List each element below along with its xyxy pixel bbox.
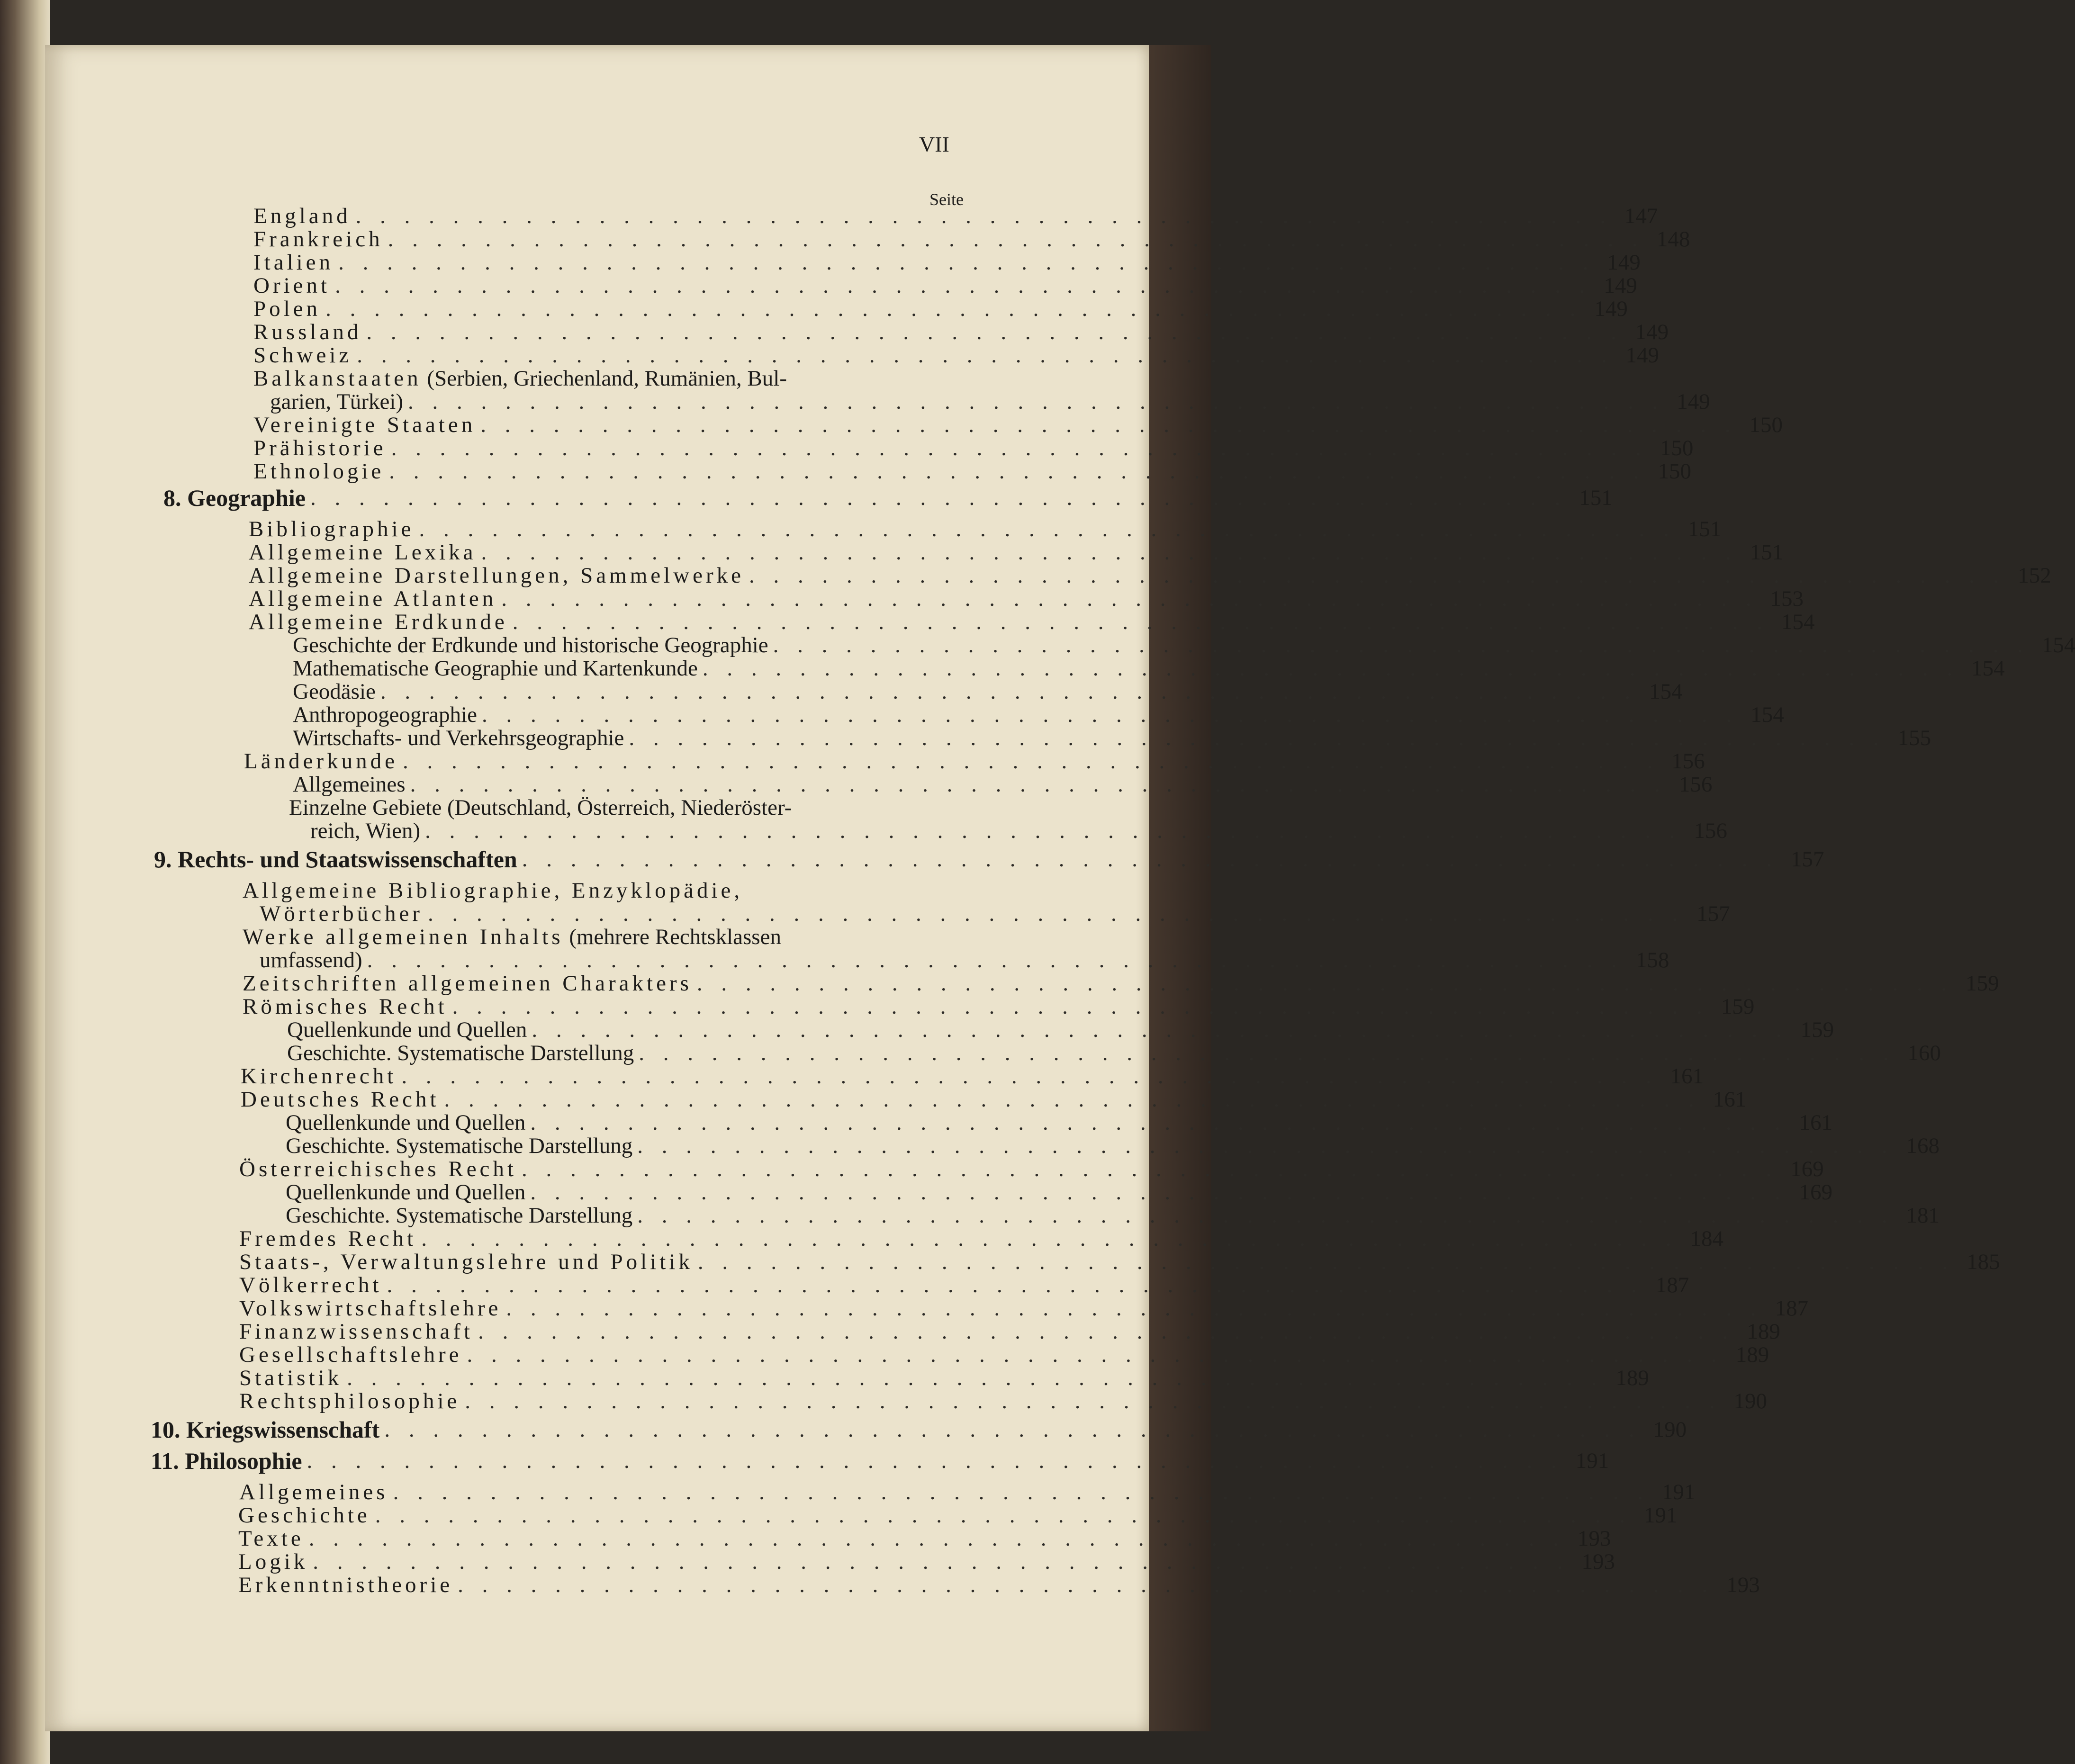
toc-section-label: 10. Kriegswissenschaft [151,1416,380,1443]
leader-dots: . . . . . . . . . . . . . . . . . . . . . . . . . . . . . . . . . . . . . . . . . . . . . . . . . . . . [325,297,1582,321]
toc-entry [243,970,1999,997]
toc-entry [253,458,1691,485]
toc-entry-page: 191 [1575,1449,1609,1473]
toc-entry [239,1249,2000,1275]
toc-entry-page: 191 [1644,1503,1678,1528]
toc-entry-page: 169 [1799,1180,1833,1205]
toc-entry-page: 169 [1790,1157,1824,1181]
toc-entry [287,1040,1941,1066]
toc-entry-label: Allgemeines [239,1480,388,1504]
leader-dots: . . . . . . . . . . . . . . . . . . . . . . . . . . . . . . . . . . . . . . . . . . . . . . . . . . . . [501,586,1758,611]
toc-entry [249,516,1722,542]
toc-entry-label: Quellenkunde und Quellen [286,1180,526,1205]
toc-entry-first-line [243,924,781,950]
leader-dots: . . . . . . . . . . . . . . . . . . . . . . . . . . . . . . . . . . . . . . . . . . . . . . . . . . . . [506,1296,1763,1321]
toc-entry-label: Geschichte. Systematische Darstellung [287,1041,634,1065]
leader-dots: . . . . . . . . . . . . . . . . . . . . . . . . . . . . . . . . . . . . . . . . . . . . . . . . . . . . [307,1449,1563,1473]
leader-dots: . . . . . . . . . . . . . . . . . . . . . . . . . . . . . . . . . . . . . . . . . . . . . . . . . . . . [522,847,1778,872]
toc-entry [239,1295,1809,1322]
leader-dots: . . . . . . . . . . . . . . . . . . . . . . . . . . . . . . . . . . . . . . . . . . . . . . . . . . . . [387,1273,1643,1297]
toc-entry-label: Geschichte. Systematische Darstellung [286,1203,633,1228]
toc-entry-page: 154 [1781,610,1815,634]
leader-dots: . . . . . . . . . . . . . . . . . . . . . . . . . . . . . . . . . . . . . . . . . . . . . . . . . . . . [408,389,1665,414]
toc-entry [293,771,1713,798]
toc-entry-label: Österreichisches Recht [239,1157,517,1181]
toc-entry-label: Zeitschriften allgemeinen Charakters [243,971,692,996]
toc-entry [293,702,1784,728]
leader-dots: . . . . . . . . . . . . . . . . . . . . . . . . . . . . . . . . . . . . . . . . . . . . . . . . . . . . [530,1180,1787,1205]
toc-entry-label: Frankreich [253,227,383,252]
leader-dots: . . . . . . . . . . . . . . . . . . . . . . . . . . . . . . . . . . . . . . . . . . . . . . . . . . . . [338,250,1595,275]
toc-entry [239,1341,1769,1368]
toc-entry [260,900,1730,927]
toc-entry-page: 161 [1799,1110,1833,1135]
toc-entry-page: 149 [1607,250,1641,275]
leader-dots: . . . . . . . . . . . . . . . . . . . . . . . . . . . . . . . . . . . . . . . . . . . . . . . . . . . . [480,413,1737,437]
leader-dots: . . . . . . . . . . . . . . . . . . . . . . . . . . . . . . . . . . . . . . . . . . . . . . . . . . . . [478,1319,1735,1344]
toc-entry-page: 159 [1721,994,1755,1019]
toc-entry [310,818,1727,844]
leader-dots: . . . . . . . . . . . . . . . . . . . . . . . . . . . . . . . . . . . . . . . . . . . . . . . . . . . . [512,610,1769,634]
toc-entry-label: Orient [253,273,331,298]
toc-entry [239,1388,1767,1414]
toc-entry-page: 189 [1735,1342,1769,1367]
toc-entry [253,249,1641,276]
toc-entry-label: Anthropogeographie [293,702,477,727]
toc-entry-label: Geodäsie [293,679,376,704]
toc-entry [238,1502,1678,1529]
leader-dots: . . . . . . . . . . . . . . . . . . . . . . . . . . . . . . . . . . . . . . . . . . . . . . . . . . . . [419,517,1676,541]
toc-entry-page: 149 [1635,320,1669,344]
leader-dots: . . . . . . . . . . . . . . . . . . . . . . . . . . . . . . . . . . . . . . . . . . . . . . . . . . . . [335,273,1592,298]
leader-dots: . . . . . . . . . . . . . . . . . . . . . . . . . . . . . . . . . . . . . . . . . . . . . . . . . . . . [481,702,1739,727]
leader-dots: . . . . . . . . . . . . . . . . . . . . . . . . . . . . . . . . . . . . . . . . . . . . . . . . . . . . [458,1573,1714,1597]
toc-entry-label: Quellenkunde und Quellen [286,1110,526,1135]
toc-entry-label: Allgemeine Darstellungen, Sammelwerke [249,563,744,588]
toc-entry-label: Allgemeines [293,772,406,797]
toc-entry-page: 193 [1577,1526,1611,1551]
toc-entry [238,1525,1611,1552]
toc-entry-page: 154 [1649,679,1683,704]
toc-entry [239,1365,1649,1391]
toc-entry-page: 157 [1790,847,1824,872]
leader-dots: . . . . . . . . . . . . . . . . . . . . . . . . . . . . . . . . . . . . . . . . . . . . . . . . . . . . [313,1549,1570,1574]
toc-entry [286,1179,1833,1206]
toc-section [151,1416,1687,1443]
toc-entry [287,1017,1834,1043]
toc-entry [249,539,1784,566]
leader-dots: . . . . . . . . . . . . . . . . . . . . . . . . . . . . . . . . . . . . . . . . . . . . . . . . . . . . [532,1017,1788,1042]
leader-dots: . . . . . . . . . . . . . . . . . . . . . . . . . . . . . . . . . . . . . . . . . . . . . . . . . . . . [696,971,1954,996]
leader-dots: . . . . . . . . . . . . . . . . . . . . . . . . . . . . . . . . . . . . . . . . . . . . . . . . . . . . [697,1250,1955,1274]
toc-entry [253,435,1694,461]
toc-entry-page: 157 [1696,901,1730,926]
toc-entry-page: 151 [1579,486,1613,510]
leader-dots: . . . . . . . . . . . . . . . . . . . . . . . . . . . . . . . . . . . . . . . . . . . . . . . . . . . . [530,1110,1787,1135]
leader-dots: . . . . . . . . . . . . . . . . . . . . . . . . . . . . . . . . . . . . . . . . . . . . . . . . . . . . [521,1157,1778,1181]
toc-entry-label-rest: (mehrere Rechtsklassen [563,925,781,949]
leader-dots: . . . . . . . . . . . . . . . . . . . . . . . . . . . . . . . . . . . . . . . . . . . . . . . . . . . . [637,1134,1894,1158]
toc-entry-label: Geschichte [238,1503,370,1528]
toc-entry [239,1318,1780,1345]
toc-entry [253,319,1669,345]
toc-entry-label: Allgemeine Atlanten [249,586,497,611]
leader-dots: . . . . . . . . . . . . . . . . . . . . . . . . . . . . . . . . . . . . . . . . . . . . . . . . . . . . [444,1087,1701,1112]
toc-entry [243,993,1755,1020]
leader-dots: . . . . . . . . . . . . . . . . . . . . . . . . . . . . . . . . . . . . . . . . . . . . . . . . . . . . [773,633,2030,657]
toc-entry-label: Volkswirtschaftslehre [239,1296,502,1321]
leader-dots: . . . . . . . . . . . . . . . . . . . . . . . . . . . . . . . . . . . . . . . . . . . . . . . . . . . . [393,1480,1650,1504]
toc-entry-page: 191 [1661,1480,1696,1504]
toc-entry [286,1202,1940,1229]
toc-entry-page: 168 [1906,1134,1940,1158]
toc-entry-page: 149 [1594,297,1628,321]
leader-dots: . . . . . . . . . . . . . . . . . . . . . . . . . . . . . . . . . . . . . . . . . . . . . . . . . . . . [402,749,1660,774]
leader-dots: . . . . . . . . . . . . . . . . . . . . . . . . . . . . . . . . . . . . . . . . . . . . . . . . . . . . [367,948,1624,972]
toc-entry-page: 181 [1906,1203,1940,1228]
toc-entry [253,203,1658,229]
toc-entry-label: Wirtschafts- und Verkehrsgeographie [293,726,624,750]
toc-entry-label: Texte [238,1526,304,1551]
toc-entry [286,1109,1833,1136]
toc-entry-page: 149 [1604,273,1637,298]
toc-entry [249,585,1804,612]
toc-entry-page: 159 [1800,1017,1834,1042]
toc-entry-page: 154 [1971,656,2005,681]
toc-entry [241,1063,1704,1089]
toc-entry-label: Erkenntnistheorie [238,1573,453,1597]
toc-entry-page: 158 [1635,948,1669,972]
leader-dots: . . . . . . . . . . . . . . . . . . . . . . . . . . . . . . . . . . . . . . . . . . . . . . . . . . . . [308,1526,1565,1551]
toc-entry-page: 150 [1749,413,1783,437]
toc-entry-label: Quellenkunde und Quellen [287,1017,527,1042]
toc-entry-page: 161 [1713,1087,1747,1112]
toc-entry-label: Geschichte. Systematische Darstellung [286,1134,633,1158]
leader-dots: . . . . . . . . . . . . . . . . . . . . . . . . . . . . . . . . . . . . . . . . . . . . . . . . . . . . [384,1417,1641,1442]
toc-entry [293,632,2075,658]
toc-entry-label: Polen [253,297,321,321]
leader-dots: . . . . . . . . . . . . . . . . . . . . . . . . . . . . . . . . . . . . . . . . . . . . . . . . . . . . [347,1366,1604,1390]
leader-dots: . . . . . . . . . . . . . . . . . . . . . . . . . . . . . . . . . . . . . . . . . . . . . . . . . . . . [357,343,1614,368]
toc-entry [238,1548,1615,1575]
toc-entry-page: 190 [1733,1389,1767,1413]
leader-dots: . . . . . . . . . . . . . . . . . . . . . . . . . . . . . . . . . . . . . . . . . . . . . . . . . . . . [465,1389,1722,1413]
leader-dots: . . . . . . . . . . . . . . . . . . . . . . . . . . . . . . . . . . . . . . . . . . . . . . . . . . . . [366,320,1623,344]
toc-entry-page: 189 [1747,1319,1780,1344]
toc-entry-label: Italien [253,250,334,275]
toc-section [154,846,1824,873]
toc-entry [239,1272,1689,1298]
leader-dots: . . . . . . . . . . . . . . . . . . . . . . . . . . . . . . . . . . . . . . . . . . . . . . . . . . . . [421,1226,1678,1251]
column-label: Seite [929,190,964,209]
toc-entry-page: 185 [1967,1250,2000,1274]
toc-entry-label: Mathematische Geographie und Kartenkunde [293,656,698,681]
toc-entry-label: England [253,204,351,228]
toc-entry-label: Bibliographie [249,517,415,541]
toc-entry-label: Rechtsphilosophie [239,1389,460,1413]
toc-entry-page: 159 [1966,971,1999,996]
toc-entry-label: Einzelne Gebiete (Deutschland, Österreich, Niederöster- [289,795,792,820]
toc-entry-label: Russland [253,320,362,344]
toc-entry-label: Allgemeine Lexika [249,540,477,565]
toc-entry-label-rest: (Serbien, Griechenland, Rumänien, Bul- [421,366,787,391]
toc-entry [253,296,1628,322]
toc-entry-label: Logik [238,1549,308,1574]
toc-entry [286,1133,1940,1159]
leader-dots: . . . . . . . . . . . . . . . . . . . . . . . . . . . . . . . . . . . . . . . . . . . . . . . . . . . . [375,1503,1632,1528]
toc-entry-page: 156 [1678,772,1713,797]
toc-entry-first-line [253,365,787,392]
leader-dots: . . . . . . . . . . . . . . . . . . . . . . . . . . . . . . . . . . . . . . . . . . . . . . . . . . . . [410,772,1667,797]
toc-entry-page: 148 [1656,227,1690,252]
toc-entry-page: 153 [1770,586,1804,611]
page-number: VII [919,132,949,156]
toc-entry-page: 154 [2041,633,2075,657]
toc-entry-page: 149 [1677,389,1710,414]
toc-entry-page: 151 [1750,540,1784,565]
toc-entry-continuation: garien, Türkei) [270,389,404,414]
toc-entry-page: 150 [1658,459,1691,484]
toc-entry-label: Prähistorie [253,436,387,460]
toc-entry-label: Gesellschaftslehre [239,1342,462,1367]
leader-dots: . . . . . . . . . . . . . . . . . . . . . . . . . . . . . . . . . . . . . . . . . . . . . . . . . . . . [629,726,1886,750]
toc-entry-label: Werke allgemeinen Inhalts [243,925,564,949]
leader-dots: . . . . . . . . . . . . . . . . . . . . . . . . . . . . . . . . . . . . . . . . . . . . . . . . . . . . [481,540,1738,565]
toc-entry-page: 193 [1726,1573,1760,1597]
leader-dots: . . . . . . . . . . . . . . . . . . . . . . . . . . . . . . . . . . . . . . . . . . . . . . . . . . . . [639,1041,1895,1065]
toc-entry [249,562,2051,589]
toc-entry [260,947,1669,973]
toc-entry-page: 156 [1671,749,1705,774]
toc-entry-page: 187 [1775,1296,1809,1321]
leader-dots: . . . . . . . . . . . . . . . . . . . . . . . . . . . . . . . . . . . . . . . . . . . . . . . . . . . . [310,486,1567,510]
toc-entry-label: Schweiz [253,343,352,368]
toc-entry [249,609,1815,635]
leader-dots: . . . . . . . . . . . . . . . . . . . . . . . . . . . . . . . . . . . . . . . . . . . . . . . . . . . . [355,204,1612,228]
toc-entry-page: 160 [1907,1041,1941,1065]
toc-entry-label: Kirchenrecht [241,1064,397,1089]
toc-section-label: 11. Philosophie [151,1448,302,1474]
leader-dots: . . . . . . . . . . . . . . . . . . . . . . . . . . . . . . . . . . . . . . . . . . . . . . . . . . . . [391,436,1648,460]
toc-entry [239,1479,1696,1505]
toc-entry-page: 161 [1670,1064,1704,1089]
toc-entry-continuation: umfassend) [260,948,362,972]
toc-entry [239,1225,1723,1252]
leader-dots: . . . . . . . . . . . . . . . . . . . . . . . . . . . . . . . . . . . . . . . . . . . . . . . . . . . . [380,679,1637,704]
toc-section [163,485,1613,511]
toc-entry-label: Römisches Recht [243,994,448,1019]
toc-entry [239,1156,1824,1182]
toc-entry-label: Statistik [239,1366,343,1390]
toc-entry [253,226,1690,252]
leader-dots: . . . . . . . . . . . . . . . . . . . . . . . . . . . . . . . . . . . . . . . . . . . . . . . . . . . . [401,1064,1658,1089]
toc-entry [293,725,1931,751]
toc-entry-page: 184 [1690,1226,1723,1251]
toc-entry-page: 155 [1897,726,1931,750]
toc-entry [270,388,1710,415]
toc-entry [241,1086,1747,1113]
leader-dots: . . . . . . . . . . . . . . . . . . . . . . . . . . . . . . . . . . . . . . . . . . . . . . . . . . . . [389,459,1646,484]
toc-entry-label: Staats-, Verwaltungslehre und Politik [239,1250,693,1274]
leader-dots: . . . . . . . . . . . . . . . . . . . . . . . . . . . . . . . . . . . . . . . . . . . . . . . . . . . . [425,819,1682,843]
toc-entry-page: 187 [1655,1273,1689,1297]
leader-dots: . . . . . . . . . . . . . . . . . . . . . . . . . . . . . . . . . . . . . . . . . . . . . . . . . . . . [427,901,1685,926]
toc-section [151,1448,1609,1474]
toc-section-label: 8. Geographie [163,485,306,511]
toc-entry-label: Allgemeine Erdkunde [249,610,508,634]
toc-entry [244,748,1705,774]
toc-entry-label: Fremdes Recht [239,1226,417,1251]
toc-entry-page: 147 [1624,204,1658,228]
toc-entry-label: Allgemeine Bibliographie, Enzyklopädie, [243,878,743,903]
toc-entry-page: 190 [1653,1417,1687,1442]
toc-entry-continuation: reich, Wien) [310,819,421,843]
toc-entry-page: 154 [1750,702,1784,727]
leader-dots: . . . . . . . . . . . . . . . . . . . . . . . . . . . . . . . . . . . . . . . . . . . . . . . . . . . . [452,994,1709,1019]
toc-entry-label: Balkanstaaten [253,366,422,391]
toc-entry-label: Deutsches Recht [241,1087,440,1112]
toc-entry-page: 151 [1687,517,1722,541]
toc-entry [293,655,2005,682]
toc-entry-label: Geschichte der Erdkunde und historische Geographie [293,633,768,657]
toc-entry-page: 156 [1694,819,1727,843]
toc-entry-page: 150 [1660,436,1694,460]
toc-section-label: 9. Rechts- und Staatswissenschaften [154,846,517,873]
toc-entry-continuation: Wörterbücher [260,901,423,926]
toc-entry-page: 189 [1615,1366,1649,1390]
toc-entry-page: 193 [1581,1549,1615,1574]
leader-dots: . . . . . . . . . . . . . . . . . . . . . . . . . . . . . . . . . . . . . . . . . . . . . . . . . . . . [467,1342,1723,1367]
toc-entry-label: Finanzwissenschaft [239,1319,474,1344]
leader-dots: . . . . . . . . . . . . . . . . . . . . . . . . . . . . . . . . . . . . . . . . . . . . . . . . . . . . [702,656,1959,681]
toc-entry-label: Länderkunde [244,749,398,774]
toc-entry [238,1572,1760,1598]
toc-entry [253,412,1783,438]
toc-entry-label: Völkerrecht [239,1273,382,1297]
leader-dots: . . . . . . . . . . . . . . . . . . . . . . . . . . . . . . . . . . . . . . . . . . . . . . . . . . . . [749,563,2006,588]
toc-entry-page: 152 [2018,563,2051,588]
leader-dots: . . . . . . . . . . . . . . . . . . . . . . . . . . . . . . . . . . . . . . . . . . . . . . . . . . . . [388,227,1644,252]
toc-entry-page: 149 [1625,343,1659,368]
toc-entry [253,272,1637,299]
toc-entry [293,678,1683,705]
leader-dots: . . . . . . . . . . . . . . . . . . . . . . . . . . . . . . . . . . . . . . . . . . . . . . . . . . . . [637,1203,1894,1228]
toc-entry-label: Ethnologie [253,459,385,484]
toc-entry-label: Vereinigte Staaten [253,413,476,437]
toc-entry [253,342,1659,369]
